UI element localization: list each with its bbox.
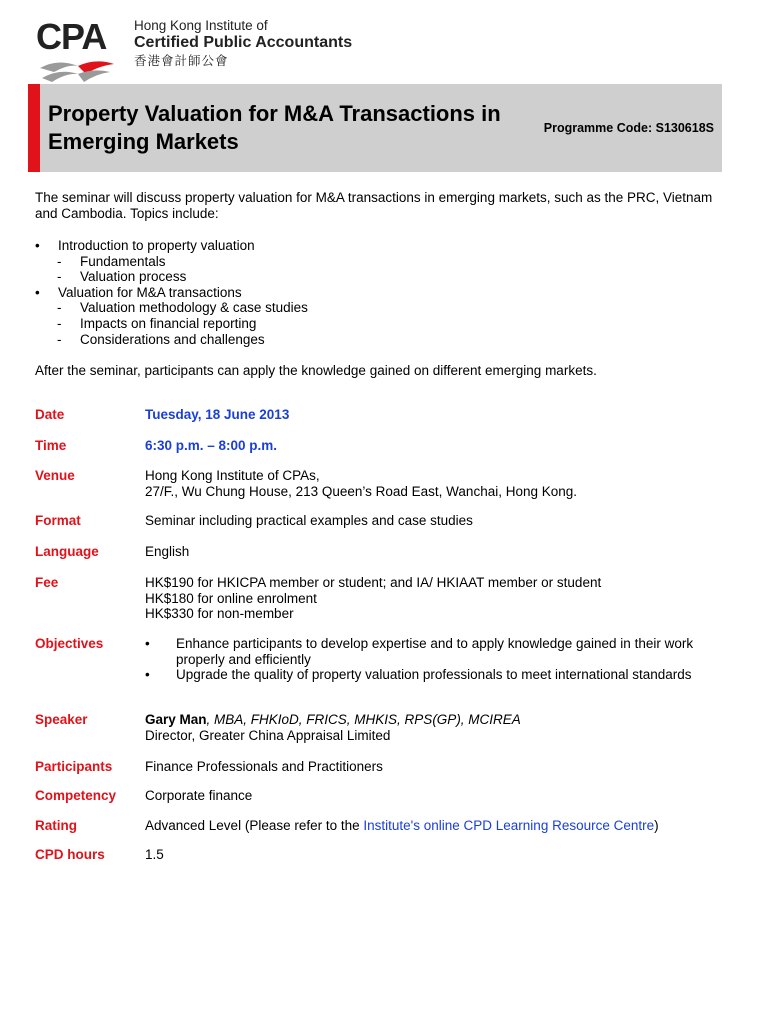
institute-name-line2: Certified Public Accountants xyxy=(134,34,353,51)
dash-icon: - xyxy=(57,253,62,269)
dash-icon: - xyxy=(57,331,62,347)
dash-icon: - xyxy=(57,315,62,331)
topic-item xyxy=(35,285,725,301)
time-value: 6:30 p.m. – 8:00 p.m. xyxy=(145,438,278,453)
date-value: Tuesday, 18 June 2013 xyxy=(145,407,290,422)
institute-logo xyxy=(36,18,356,88)
time-label: Time xyxy=(35,438,67,453)
fee-label: Fee xyxy=(35,575,59,590)
bullet-icon: • xyxy=(35,284,40,300)
programme-code-value: S130618S xyxy=(655,121,714,135)
subtopic-label: Impacts on financial reporting xyxy=(80,315,257,331)
objective-text: Upgrade the quality of property valuation professionals to meet international standards xyxy=(176,667,692,683)
bullet-icon: • xyxy=(35,238,40,253)
venue-line1: Hong Kong Institute of CPAs, xyxy=(145,468,320,483)
speaker-credentials: , MBA, FHKIoD, FRICS, MHKIS, RPS(GP), MCIREA xyxy=(206,712,521,727)
subtopic-item xyxy=(35,300,725,316)
objectives-label: Objectives xyxy=(35,636,104,651)
dash-icon: - xyxy=(57,269,62,285)
rating-label: Rating xyxy=(35,818,77,833)
venue-line2: 27/F., Wu Chung House, 213 Queen’s Road East, Wanchai, Hong Kong. xyxy=(145,483,578,499)
competency-value: Corporate finance xyxy=(145,788,253,803)
date-label: Date xyxy=(35,407,65,422)
subtopic-label: Valuation methodology & case studies xyxy=(80,300,308,316)
venue-value xyxy=(145,468,735,499)
venue-label: Venue xyxy=(35,468,75,483)
topic-item xyxy=(35,238,725,254)
fee-line: HK$180 for online enrolment xyxy=(145,590,317,606)
speaker-value xyxy=(145,712,735,743)
title-accent-stripe xyxy=(28,84,40,172)
bullet-icon: • xyxy=(145,667,150,683)
topic-label: Valuation for M&A transactions xyxy=(58,284,242,300)
subtopic-item xyxy=(35,332,725,348)
objectives-value xyxy=(145,636,735,683)
cpd-hours-label: CPD hours xyxy=(35,847,105,862)
logo-wordmark: CPA xyxy=(36,16,107,57)
title-bar xyxy=(28,84,722,172)
dash-icon: - xyxy=(57,300,62,316)
language-value: English xyxy=(145,544,190,559)
objective-item xyxy=(145,636,735,667)
speaker-label: Speaker xyxy=(35,712,88,727)
rating-prefix: Advanced Level (Please refer to the xyxy=(145,818,364,833)
fee-line: HK$190 for HKICPA member or student; and IA/ HKIAAT member or student xyxy=(145,575,602,590)
subtopic-label: Fundamentals xyxy=(80,253,166,269)
format-label: Format xyxy=(35,513,81,528)
cpd-hours-value: 1.5 xyxy=(145,847,164,862)
competency-label: Competency xyxy=(35,788,117,803)
programme-code-label: Programme Code: xyxy=(543,121,653,135)
objective-text: Enhance participants to develop expertise and to apply knowledge gained in their work properly and efficiently xyxy=(176,636,694,667)
programme-code xyxy=(544,121,714,135)
participants-label: Participants xyxy=(35,759,113,774)
fee-value xyxy=(145,575,735,622)
participants-value: Finance Professionals and Practitioners xyxy=(145,759,383,774)
speaker-name: Gary Man xyxy=(145,712,207,727)
subtopic-item xyxy=(35,269,725,285)
speaker-title: Director, Greater China Appraisal Limited xyxy=(145,727,391,743)
intro-paragraph: The seminar will discuss property valuation for M&A transactions in emerging markets, such as the PRC, Vietnam and Cambodia. Topics include: xyxy=(35,190,713,221)
rating-suffix: ) xyxy=(654,818,659,833)
institute-name-chinese: 香港會計師公會 xyxy=(134,54,229,68)
topic-list xyxy=(35,238,725,347)
language-label: Language xyxy=(35,544,99,559)
page-title: Property Valuation for M&A Transactions in Emerging Markets xyxy=(48,101,501,154)
cpd-resource-link[interactable]: Institute's online CPD Learning Resource Centre xyxy=(363,818,655,833)
subtopic-label: Valuation process xyxy=(80,269,187,285)
subtopic-item xyxy=(35,316,725,332)
outcome-paragraph: After the seminar, participants can apply the knowledge gained on different emerging markets. xyxy=(35,363,597,378)
topic-label: Introduction to property valuation xyxy=(58,238,255,253)
institute-name-line1: Hong Kong Institute of xyxy=(134,18,268,33)
format-value: Seminar including practical examples and case studies xyxy=(145,513,473,528)
rating-value xyxy=(145,818,735,834)
subtopic-item xyxy=(35,254,725,270)
bullet-icon: • xyxy=(145,636,150,651)
speaker-name-line xyxy=(145,712,735,728)
fee-line: HK$330 for non-member xyxy=(145,606,294,622)
subtopic-label: Considerations and challenges xyxy=(80,331,265,347)
objective-item xyxy=(145,667,735,683)
institute-name-block xyxy=(134,18,352,70)
